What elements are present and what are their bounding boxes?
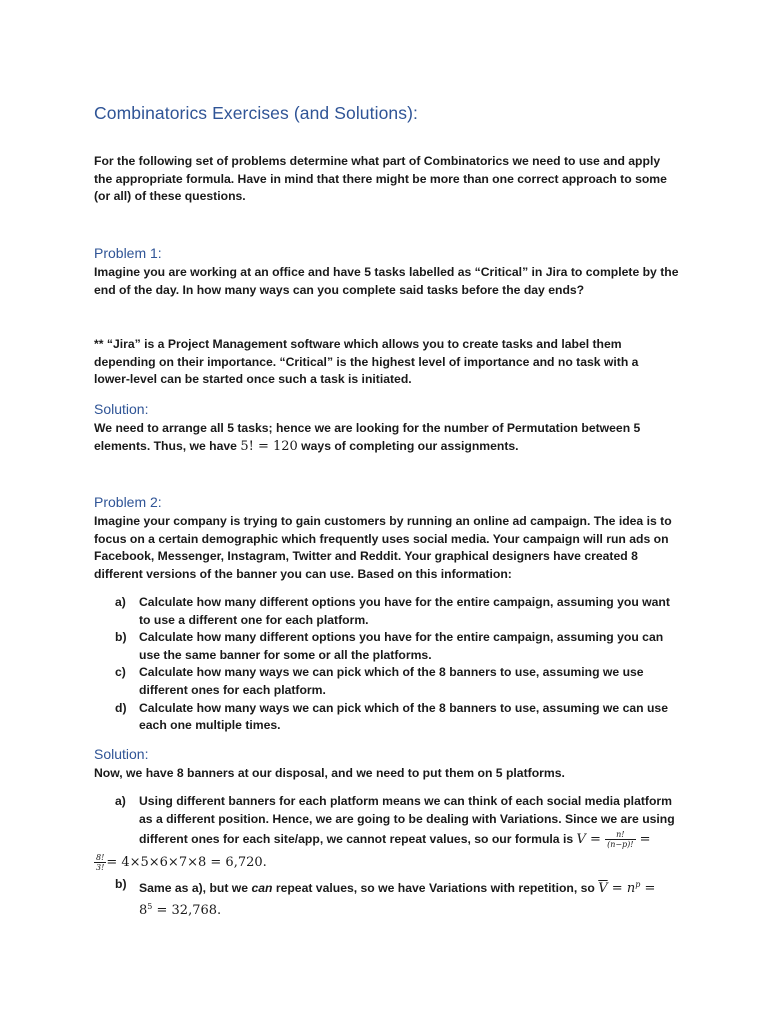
problem1-line: end of the day. In how many ways can you complete said tasks before the day ends? [94,282,585,297]
problem2-solutions [94,793,684,920]
item-line [139,828,684,851]
problem2-line: focus on a certain demographic which frequently uses social media. Your campaign will run ads on [94,531,669,546]
item-line [139,898,684,920]
item-line: Calculate how many ways we can pick which of the 8 banners to use, assuming we can use [139,700,668,715]
power-base: 8 [139,902,148,918]
item-line: use the same banner for some or all the platforms. [139,647,432,662]
fraction-numerator: 8! [96,853,105,863]
note-line: lower-level can be started once such a task is initiated. [94,372,412,387]
item-line: each one multiple times. [139,718,281,733]
variation-symbol: V [576,832,586,848]
equals-sign: = [585,832,606,848]
problem1-solution [94,420,679,455]
fraction-numerator: n! [605,830,635,840]
item-line: Using different banners for each platform means we can think of each social media platform [139,794,672,808]
list-item [94,594,684,629]
variation-repetition-result: = 32,768. [152,902,222,918]
problem2-solution-heading: Solution: [94,746,149,762]
problem1-text [94,264,679,299]
item-text: repeat values, so we have Variations with repetition, so [272,881,599,896]
list-marker: c) [115,665,126,680]
problem2-text [94,513,679,583]
page-title: Combinatorics Exercises (and Solutions): [94,103,418,123]
intro-paragraph [94,153,679,206]
solution-text: elements. Thus, we have [94,438,241,453]
power-exponent: 5 [147,901,153,911]
problem2-questions [94,594,684,735]
list-item [94,700,684,735]
item-line: as a different position. Hence, we are going to be dealing with Variations. Since we are using [139,811,675,826]
problem1-heading: Problem 1: [94,245,162,261]
equals-sign: = [635,832,651,848]
variation-value-fraction [94,853,106,872]
intro-line: the appropriate formula. Have in mind that there might be more than one correct approach to some [94,171,667,186]
note-line: ** “Jira” is a Project Management software which allows you to create tasks and label them [94,337,622,351]
item-line [94,851,684,874]
item-text: Same as a), but we [139,881,252,896]
list-marker: b) [115,630,127,645]
power-exponent: p [635,880,641,890]
intro-line: For the following set of problems determine what part of Combinatorics we need to use and apply [94,154,661,168]
problem1-line: Imagine you are working at an office and have 5 tasks labelled as “Critical” in Jira to complete by the [94,265,679,279]
solution-line [94,438,679,456]
solution-line: Now, we have 8 banners at our disposal, and we need to put them on 5 platforms. [94,766,565,780]
power-base: n [626,881,636,897]
problem2-line: Facebook, Messenger, Instagram, Twitter and Reddit. Your graphical designers have created 8 [94,549,638,564]
item-line: Calculate how many ways we can pick which of the 8 banners to use, assuming we use [139,665,644,680]
equals-sign: = [640,881,656,897]
item-text: different ones for each site/app, we cannot repeat values, so our formula is [139,832,577,847]
fraction-denominator: (n−p)! [607,840,634,850]
problem2-line: different versions of the banner you can use. Based on this information: [94,566,512,581]
item-line [139,876,684,898]
solution-text: ways of completing our assignments. [297,438,519,453]
variation-formula [605,830,635,849]
item-line: Calculate how many different options you have for the entire campaign, assuming you want [139,595,670,609]
item-line: to use a different one for each platform. [139,612,369,627]
intro-line: (or all) of these questions. [94,189,246,204]
list-marker: b) [115,877,127,892]
item-line: different ones for each platform. [139,682,326,697]
list-marker: a) [115,794,126,808]
variation-result: = 4×5×6×7×8 = 6,720. [106,855,267,871]
list-item [94,664,684,699]
note-line: depending on their importance. “Critical” is the highest level of importance and no task with a [94,354,639,369]
problem1-solution-heading: Solution: [94,401,149,417]
fraction-denominator: 3! [96,863,105,873]
emphasis-text: can [251,881,273,896]
variation-repetition-symbol: $\overline{V}$ [598,881,608,897]
list-item [94,629,684,664]
item-line: Calculate how many different options you have for the entire campaign, assuming you can [139,630,664,645]
jira-note [94,336,679,389]
problem2-heading: Problem 2: [94,494,162,510]
list-marker: a) [115,595,126,609]
list-marker: d) [115,700,127,715]
factorial-math: 5! = 120 [240,438,298,454]
equals-sign: = [607,881,627,897]
problem2-solution-intro [94,765,679,783]
solution-item-a [94,793,684,874]
solution-item-b [94,876,684,919]
solution-line: We need to arrange all 5 tasks; hence we are looking for the number of Permutation between 5 [94,421,641,435]
problem2-line: Imagine your company is trying to gain customers by running an online ad campaign. The idea is to [94,514,672,528]
